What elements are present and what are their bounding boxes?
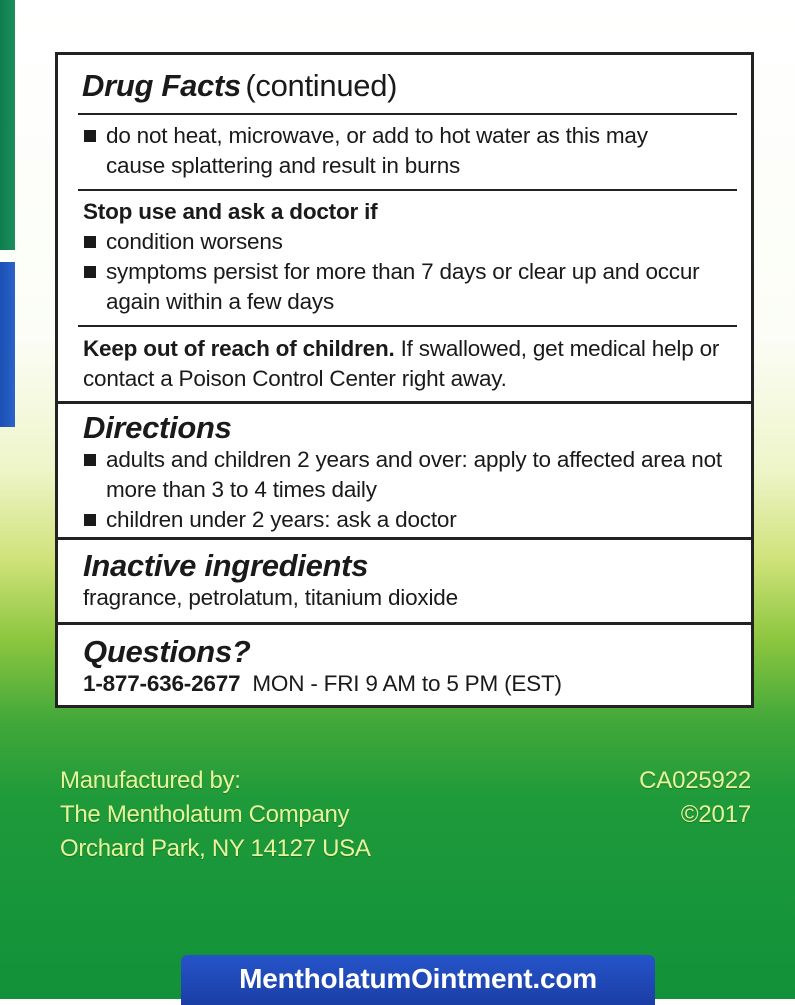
list-item (83, 257, 735, 317)
website-url: MentholatumOintment.com (239, 963, 597, 994)
stop-use-heading: Stop use and ask a doctor if (83, 199, 378, 224)
bullet-square-icon (84, 130, 96, 142)
divider (78, 113, 737, 115)
section-divider (58, 537, 751, 540)
drug-facts-title: Drug Facts (82, 68, 241, 103)
divider (78, 325, 737, 327)
stop-use-item: symptoms persist for more than 7 days or clear up and occur again within a few days (106, 259, 700, 314)
left-edge-blue-stripe (0, 262, 15, 427)
bullet-square-icon (84, 236, 96, 248)
drug-facts-title-suffix: (continued) (245, 68, 398, 103)
stop-use-section (58, 197, 751, 317)
phone-hours: MON - FRI 9 AM to 5 PM (EST) (252, 671, 562, 696)
product-codes (639, 764, 751, 832)
stop-use-item: condition worsens (106, 229, 283, 254)
manufacturer-address: Orchard Park, NY 14127 USA (60, 835, 371, 862)
list-item (83, 227, 735, 257)
inactive-text: fragrance, petrolatum, titanium dioxide (83, 585, 458, 610)
bullet-square-icon (84, 266, 96, 278)
questions-heading: Questions? (83, 634, 251, 669)
drug-facts-header (58, 69, 751, 103)
keep-out-text: If swallowed, get medical help or contact a Poison Control Center right away. (83, 336, 720, 391)
bullet-square-icon (84, 514, 96, 526)
directions-item: adults and children 2 years and over: apply to affected area not more than 3 to 4 times daily (106, 447, 722, 502)
product-code: CA025922 (639, 767, 751, 794)
directions-item: children under 2 years: ask a doctor (106, 507, 457, 532)
phone-number: 1-877-636-2677 (83, 671, 241, 696)
manufacturer-info (60, 764, 371, 866)
section-divider (58, 622, 751, 625)
keep-out-heading: Keep out of reach of children. (83, 336, 395, 361)
questions-section (58, 635, 751, 699)
list-item (83, 121, 721, 181)
drug-facts-panel (55, 52, 754, 708)
list-item (83, 505, 731, 535)
manufacturer-company: The Mentholatum Company (60, 801, 350, 828)
bullet-square-icon (84, 454, 96, 466)
section-divider (58, 401, 751, 404)
list-item (83, 445, 731, 505)
keep-out-section (58, 334, 751, 394)
left-edge-green-stripe (0, 0, 15, 250)
divider (78, 189, 737, 191)
warning-text: do not heat, microwave, or add to hot water as this may cause splattering and result in burns (106, 123, 648, 178)
directions-section (58, 411, 751, 535)
warnings-section (58, 121, 751, 181)
copyright: ©2017 (680, 801, 751, 828)
directions-heading: Directions (83, 410, 232, 445)
inactive-ingredients-section (58, 549, 751, 613)
manufacturer-label: Manufactured by: (60, 767, 241, 794)
website-banner (181, 955, 655, 1005)
inactive-heading: Inactive ingredients (83, 548, 369, 583)
